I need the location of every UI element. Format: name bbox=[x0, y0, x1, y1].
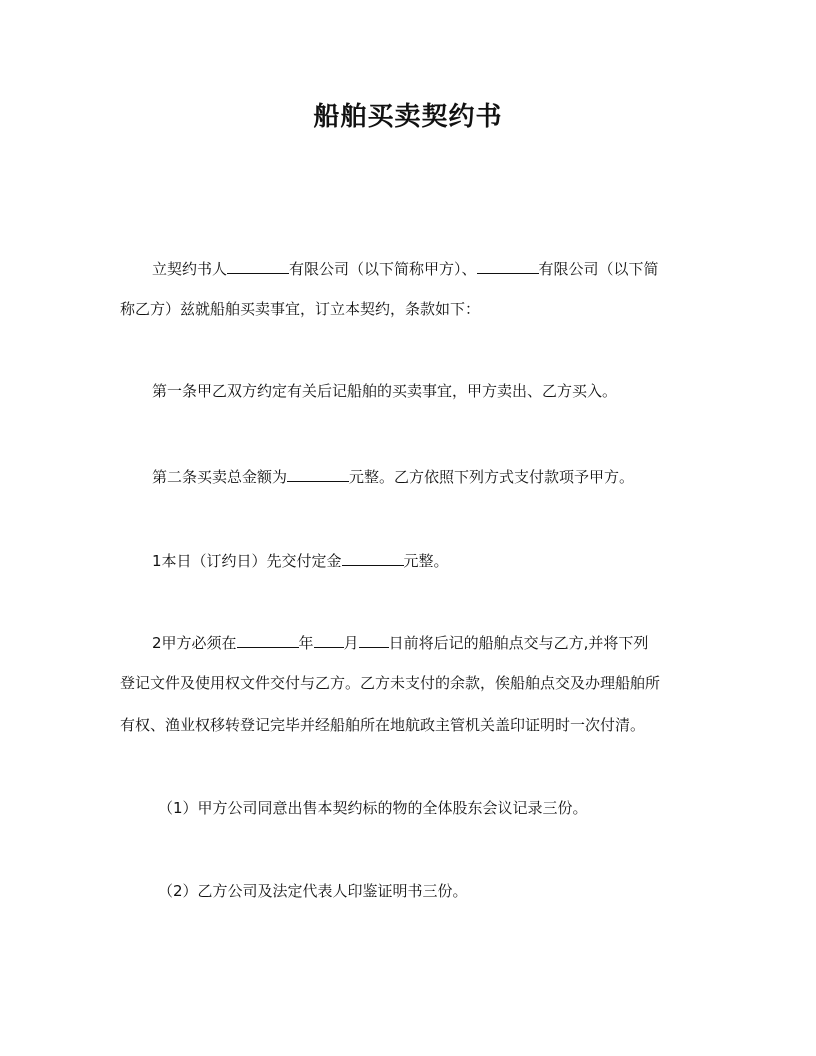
document-title: 船舶买卖契约书 bbox=[313, 102, 503, 132]
intro-line-2: 称乙方）兹就船舶买卖事宜，订立本契约，条款如下： bbox=[120, 300, 481, 318]
sub-item-2: （2）乙方公司及法定代表人印鉴证明书三份。 bbox=[158, 882, 468, 900]
blank-year bbox=[237, 631, 299, 648]
article-1: 第一条甲乙双方约定有关后记船舶的买卖事宜，甲方卖出、乙方买入。 bbox=[152, 382, 618, 400]
blank-month bbox=[314, 631, 344, 648]
intro-text-3: 有限公司（以下简 bbox=[538, 260, 659, 278]
item-2-line-3: 有权、渔业权移转登记完毕并经船舶所在地航政主管机关盖印证明时一次付清。 bbox=[120, 716, 646, 734]
blank-party-a bbox=[227, 257, 289, 274]
sub-item-1: （1）甲方公司同意出售本契约标的物的全体股东会议记录三份。 bbox=[158, 799, 588, 817]
intro-text-2: 有限公司（以下简称甲方）、 bbox=[289, 260, 477, 278]
item-2-text-year: 年 bbox=[298, 634, 314, 652]
item-2-text-month: 月 bbox=[343, 634, 359, 652]
item-1-text-2: 元整。 bbox=[403, 552, 449, 570]
item-2-line-1 bbox=[152, 631, 742, 653]
item-1-text-1: 1本日（订约日）先交付定金 bbox=[152, 552, 342, 570]
blank-deposit bbox=[342, 549, 404, 566]
blank-total-amount bbox=[287, 465, 349, 482]
intro-text-1: 立契约书人 bbox=[152, 260, 228, 278]
article-2-text-2: 元整。乙方依照下列方式支付款项予甲方。 bbox=[349, 468, 635, 486]
item-2-text-1: 2甲方必须在 bbox=[152, 634, 237, 652]
item-2-line-2: 登记文件及使用权文件交付与乙方。乙方未支付的余款，俟船舶点交及办理船舶所 bbox=[120, 674, 661, 692]
item-2-text-4: 日前将后记的船舶点交与乙方,并将下列 bbox=[388, 634, 649, 652]
blank-day bbox=[359, 631, 389, 648]
article-2 bbox=[152, 465, 742, 487]
article-2-text-1: 第二条买卖总金额为 bbox=[152, 468, 288, 486]
item-1 bbox=[152, 549, 742, 571]
blank-party-b bbox=[477, 257, 539, 274]
intro-line-1 bbox=[152, 257, 742, 279]
